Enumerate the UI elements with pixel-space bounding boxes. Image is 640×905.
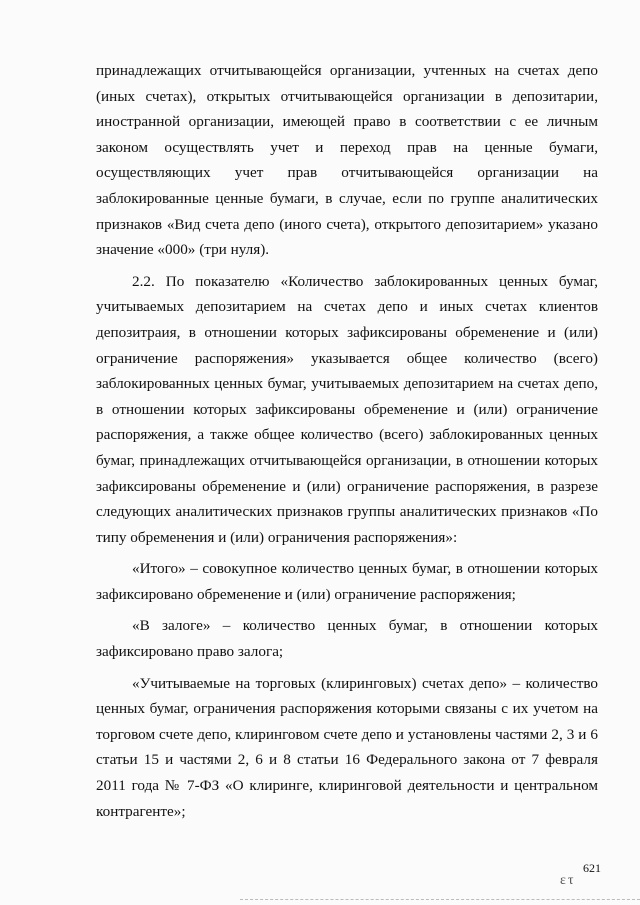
scan-edge-line: [240, 899, 640, 901]
document-body: [96, 58, 598, 824]
page-number: 621: [583, 861, 601, 875]
paragraph-itogo: «Итого» – совокупное количество ценных бумаг, в отношении которых зафиксировано обременение и (или) ограничение распоряжения;: [96, 560, 598, 603]
paragraph-2-2: 2.2. По показателю «Количество заблокированных ценных бумаг, учитываемых депозитарием на счетах депо и иных счетах клиентов депозитраия, в отношении которых зафиксированы обременение и (или) ограничение распоряжения» указывается общее количество (всего) заблокированных ценных бумаг, учитываемых депозитарием на счетах депо, в отношении которых зафиксированы обременение и (или) ограничение распоряжения, а также общее количество (всего) заблокированных ценных бумаг, принадлежащих отчитывающейся организации, в отношении которых зафиксированы обременение и (или) ограничение распоряжения, в разрезе следующих аналитических признаков группы аналитических признаков «По типу обременения и (или) ограничения распоряжения»:: [96, 272, 598, 546]
paragraph-continuation: принадлежащих отчитывающейся организации, учтенных на счетах депо (иных счетах), открытых отчитывающейся организации в депозитарии, иностранной организации, имеющей право в соответствии с ее личным законом осуществлять учет и переход прав на ценные бумаги, осуществляющих учет прав отчитывающейся организации на заблокированные ценные бумаги, в случае, если по группе аналитических признаков «Вид счета депо (иного счета), открытого депозитарием» указано значение «000» (три нуля).: [96, 62, 598, 259]
paragraph-trading-accounts: «Учитываемые на торговых (клиринговых) счетах депо» – количество ценных бумаг, ограничения распоряжения которыми связаны с их учетом на торговом счете депо, клиринговом счете депо и установлены частями 2, 3 и 6 статьи 15 и частями 2, 6 и 8 статьи 16 Федерального закона от 7 февраля 2011 года № 7-ФЗ «О клиринге, клиринговой деятельности и центральном контрагенте»;: [96, 674, 598, 820]
paragraph-v-zaloge: «В залоге» – количество ценных бумаг, в отношении которых зафиксировано право залога;: [96, 617, 598, 661]
handwritten-page-mark: ετ: [560, 873, 576, 888]
